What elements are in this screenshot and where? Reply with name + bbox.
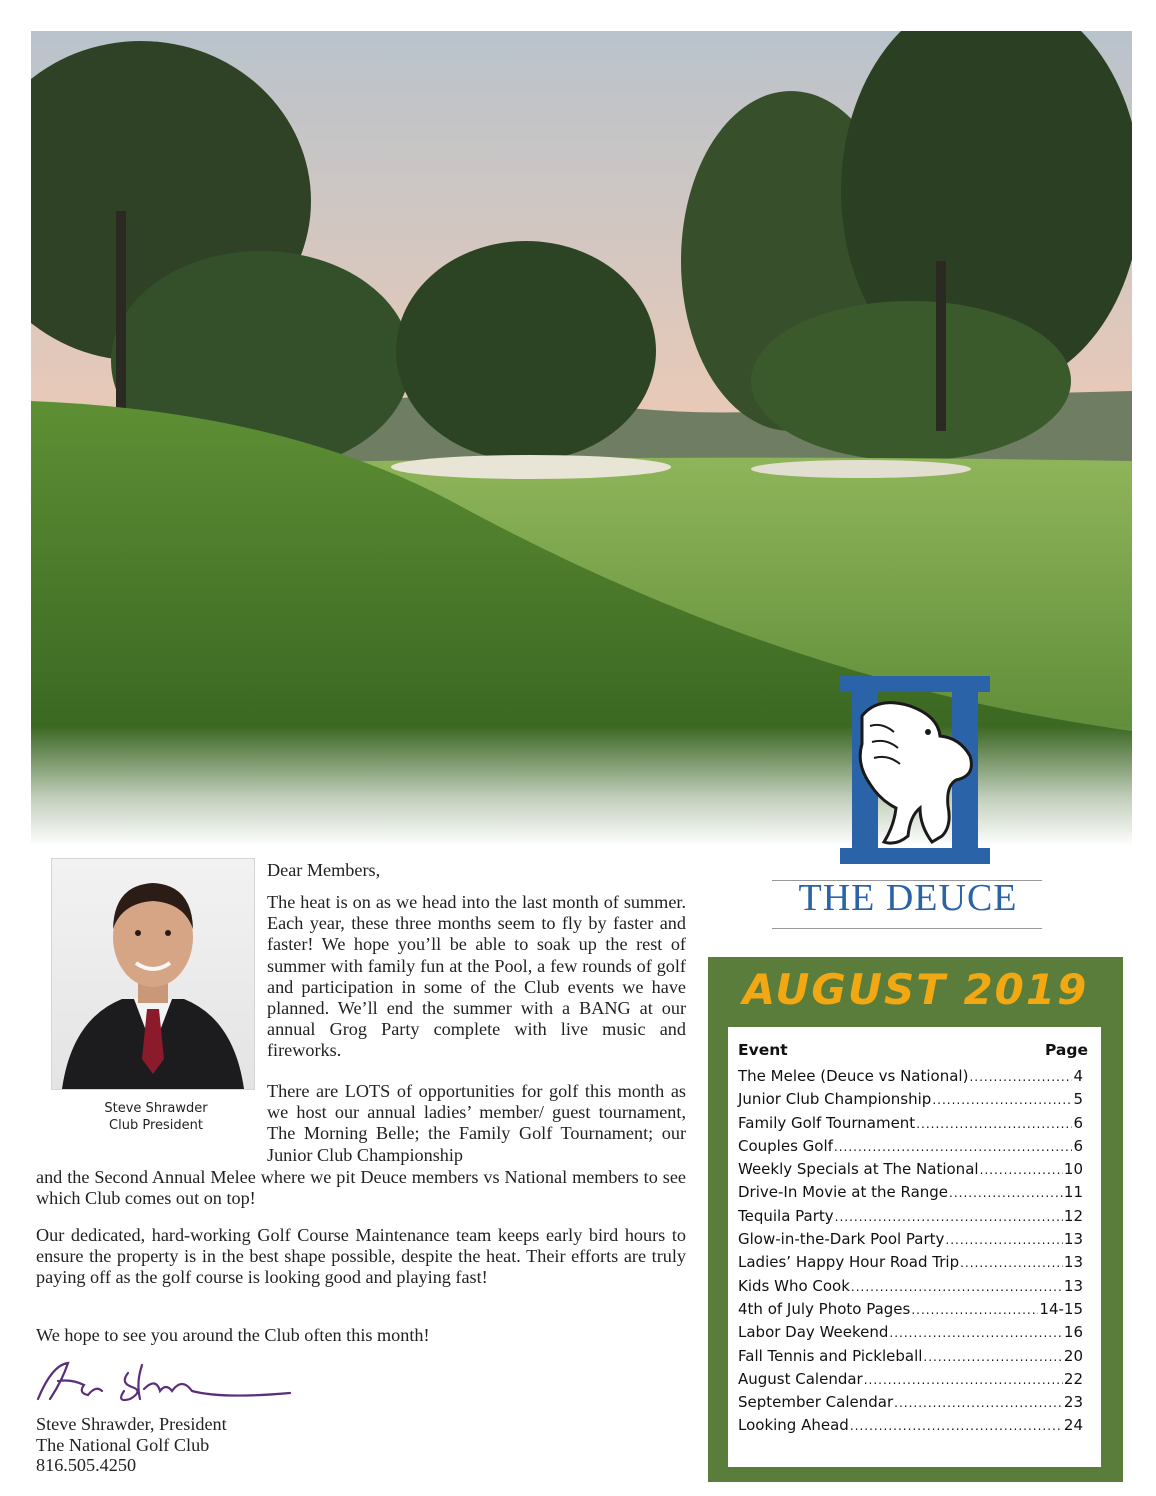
contents-item-page: 22	[1063, 1369, 1083, 1388]
contents-col-page: Page	[1044, 1041, 1088, 1059]
club-logo	[770, 676, 1046, 932]
contents-item-page: 6	[1073, 1113, 1083, 1132]
contents-item-event: Junior Club Championship	[738, 1090, 932, 1109]
contents-item-page: 6	[1073, 1136, 1083, 1155]
contents-item-page: 11	[1063, 1183, 1083, 1202]
contents-item[interactable]	[738, 1323, 1083, 1346]
contents-item[interactable]	[738, 1416, 1083, 1439]
contents-item-page: 20	[1063, 1346, 1083, 1365]
august-contents-panel	[708, 957, 1123, 1482]
contents-item-leader	[835, 1210, 1063, 1224]
contents-item-leader	[889, 1326, 1063, 1340]
contents-item[interactable]	[738, 1067, 1083, 1090]
signoff-org: The National Golf Club	[36, 1434, 210, 1455]
contents-item-event: The Melee (Deuce vs National)	[738, 1067, 969, 1085]
contents-item-event: Drive-In Movie at the Range	[738, 1183, 949, 1202]
letter-paragraph-2: There are LOTS of opportunities for golf this month as we host our annual ladies’ member/ guest tournament, The Morning Belle; the Family Golf Tournament; our Junior Club Championship	[267, 1081, 686, 1165]
caption-title: Club President	[109, 1118, 203, 1133]
contents-item-leader	[932, 1093, 1072, 1107]
contents-item-leader	[864, 1373, 1063, 1387]
contents-col-event: Event	[738, 1041, 788, 1059]
contents-item-leader	[945, 1233, 1062, 1247]
contents-item[interactable]	[738, 1370, 1083, 1393]
logo-rule-bottom	[772, 928, 1042, 929]
contents-item-leader	[923, 1350, 1063, 1364]
contents-item-leader	[916, 1117, 1072, 1131]
contents-item-page: 14-15	[1039, 1299, 1083, 1318]
contents-item-event: 4th of July Photo Pages	[738, 1299, 911, 1318]
contents-item-event: August Calendar	[738, 1369, 863, 1388]
contents-item-page: 5	[1073, 1090, 1083, 1109]
contents-item-event: Glow-in-the-Dark Pool Party	[738, 1230, 945, 1249]
contents-item[interactable]	[738, 1114, 1083, 1137]
caption-name: Steve Shrawder	[104, 1101, 208, 1116]
contents-item-leader	[894, 1396, 1063, 1410]
contents-item-page: 13	[1063, 1276, 1083, 1295]
contents-item[interactable]	[738, 1253, 1083, 1276]
contents-item-page: 10	[1063, 1160, 1083, 1179]
contents-item[interactable]	[738, 1137, 1083, 1160]
contents-item[interactable]	[738, 1300, 1083, 1323]
contents-item-leader	[969, 1070, 1072, 1084]
contents-item-event: Labor Day Weekend	[738, 1323, 889, 1342]
contents-item-leader	[949, 1186, 1063, 1200]
contents-item-leader	[911, 1303, 1038, 1317]
portrait-illustration	[52, 859, 254, 1089]
letter-paragraph-1: The heat is on as we head into the last month of summer. Each year, these three months seem to fly by faster and faster! We hope you’ll be able to soak up the rest of summer with family fun at the Pool, a few rounds of golf and participation in some of the Club events we have planned. We’ll end the summer with a BANG at our annual Grog Party complete with live music and fireworks.	[267, 892, 686, 1061]
contents-item-leader	[850, 1419, 1063, 1433]
signoff-name: Steve Shrawder, President	[36, 1414, 227, 1434]
contents-item-page: 12	[1063, 1206, 1083, 1225]
contents-item-event: Couples Golf	[738, 1136, 833, 1155]
contents-item-event: Tequila Party	[738, 1206, 834, 1225]
contents-header	[738, 1041, 1088, 1059]
lion-rampant-roman-two-icon	[770, 676, 1046, 872]
letter-paragraph-2-continued: and the Second Annual Melee where we pit Deuce members vs National members to see which Club comes out on top!	[36, 1167, 686, 1209]
portrait-caption	[51, 1100, 261, 1134]
contents-box	[728, 1027, 1101, 1467]
letter-signoff	[36, 1414, 227, 1476]
contents-title: AUGUST 2019	[742, 965, 1089, 1014]
contents-item[interactable]	[738, 1160, 1083, 1183]
contents-item[interactable]	[738, 1347, 1083, 1370]
contents-item-page: 24	[1063, 1416, 1083, 1435]
contents-item-page: 23	[1063, 1393, 1083, 1412]
letter-paragraph-3: Our dedicated, hard-working Golf Course Maintenance team keeps early bird hours to ensure the property is in the best shape possible, despite the heat. Their efforts are truly paying off as the golf course is looking good and playing fast!	[36, 1225, 686, 1288]
contents-item-page: 13	[1063, 1253, 1083, 1272]
letter-salutation: Dear Members,	[267, 860, 381, 880]
contents-item-leader	[851, 1280, 1063, 1294]
contents-item[interactable]	[738, 1090, 1083, 1113]
contents-item-event: Ladies’ Happy Hour Road Trip	[738, 1253, 960, 1272]
contents-item-event: Family Golf Tournament	[738, 1113, 916, 1132]
letter-paragraph-4: We hope to see you around the Club often this month!	[36, 1325, 430, 1345]
contents-item-event: Weekly Specials at The National	[738, 1160, 979, 1179]
president-portrait	[51, 858, 255, 1090]
contents-item[interactable]	[738, 1230, 1083, 1253]
contents-item-page: 16	[1063, 1323, 1083, 1342]
handwritten-signature	[32, 1355, 294, 1411]
signoff-phone: 816.505.4250	[36, 1455, 137, 1475]
contents-item-leader	[960, 1256, 1063, 1270]
contents-item[interactable]	[738, 1277, 1083, 1300]
contents-item-event: September Calendar	[738, 1393, 894, 1412]
contents-item-event: Kids Who Cook	[738, 1276, 850, 1295]
contents-item[interactable]	[738, 1207, 1083, 1230]
contents-item-leader	[980, 1163, 1063, 1177]
contents-list	[738, 1067, 1083, 1440]
contents-item-event: Fall Tennis and Pickleball	[738, 1346, 923, 1365]
contents-item-leader	[834, 1140, 1073, 1154]
contents-item[interactable]	[738, 1393, 1083, 1416]
logo-wordmark: THE DEUCE	[798, 877, 1018, 919]
contents-item-page: 13	[1063, 1230, 1083, 1249]
contents-item-page: 4	[1073, 1067, 1083, 1085]
contents-item-event: Looking Ahead	[738, 1416, 849, 1435]
contents-item[interactable]	[738, 1183, 1083, 1206]
